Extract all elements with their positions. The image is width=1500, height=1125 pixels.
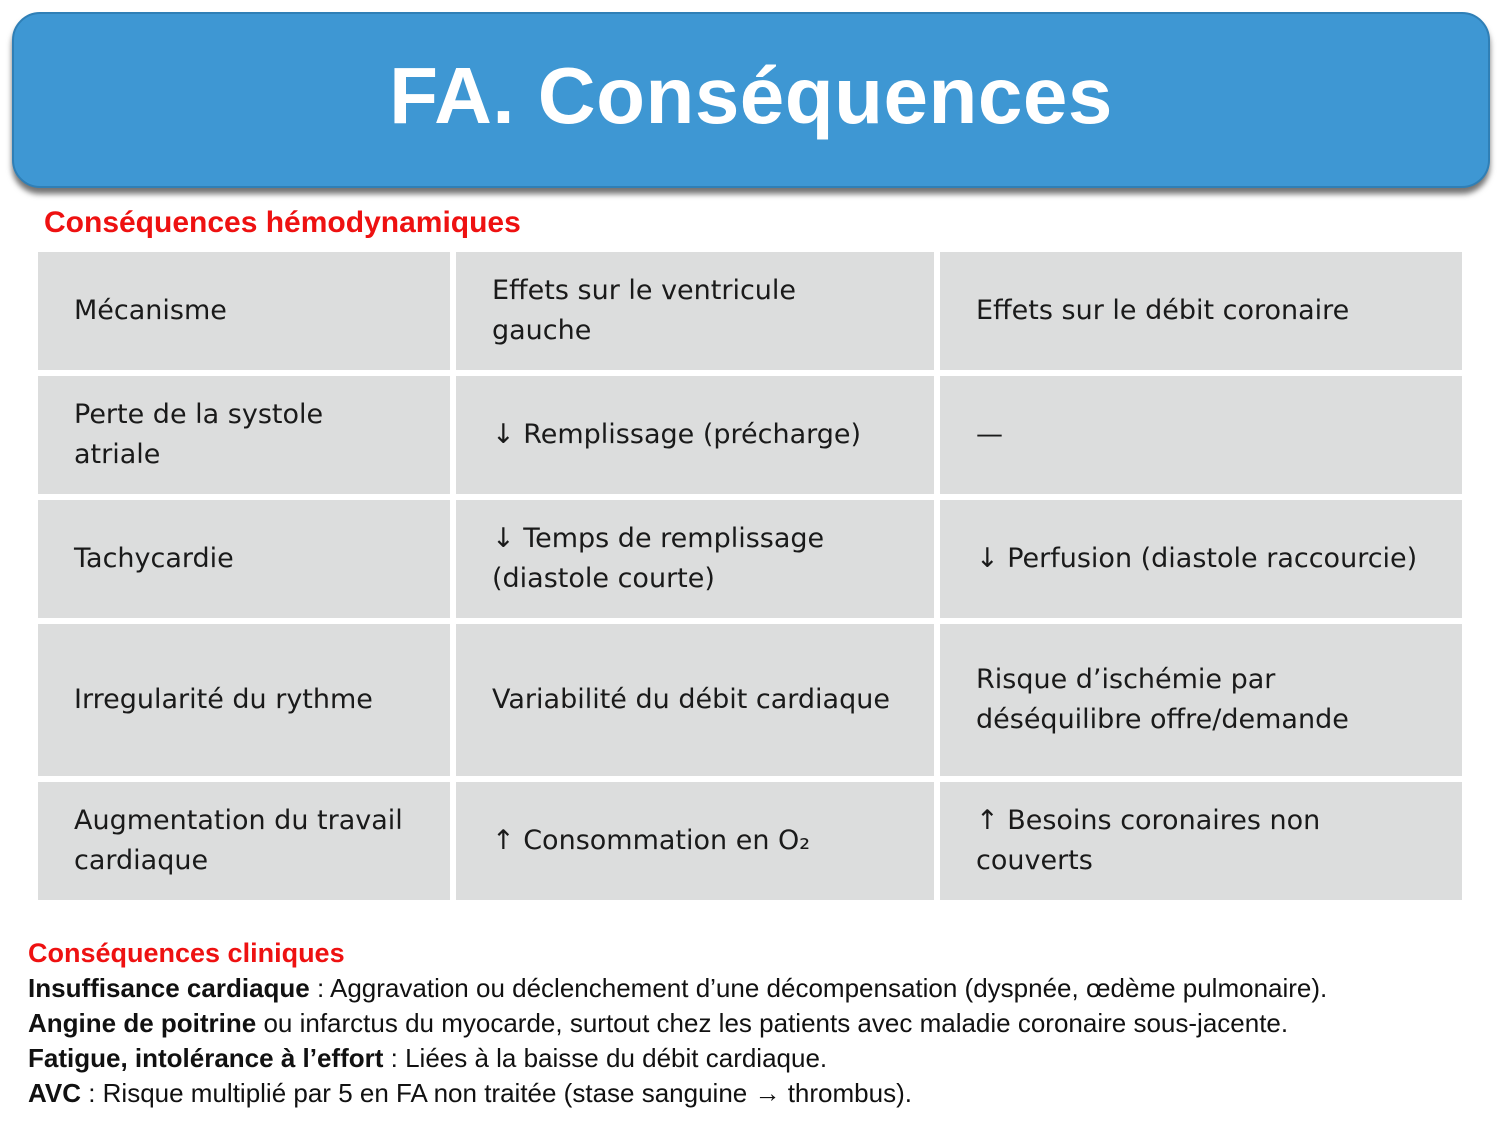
table-row: [38, 500, 1462, 618]
table-cell: —: [940, 376, 1462, 494]
clinical-term: Angine de poitrine: [28, 1008, 257, 1038]
table-cell: Risque d’ischémie par déséquilibre offre/demande: [940, 624, 1462, 776]
table-cell: ↓ Perfusion (diastole raccourcie): [940, 500, 1462, 618]
clinical-item: [28, 971, 1488, 1006]
clinical-text: ou infarctus du myocarde, surtout chez les patients avec maladie coronaire sous-jacente.: [256, 1008, 1289, 1038]
table-cell: Tachycardie: [38, 500, 450, 618]
header-cell-coronary-effects: Effets sur le débit coronaire: [940, 252, 1462, 370]
header-cell-lv-effects: Effets sur le ventricule gauche: [456, 252, 934, 370]
table-cell: Perte de la systole atriale: [38, 376, 450, 494]
table-header-row: [38, 252, 1462, 370]
header-cell-mechanism: Mécanisme: [38, 252, 450, 370]
table-cell: ↓ Temps de remplissage (diastole courte): [456, 500, 934, 618]
table-row: [38, 624, 1462, 776]
clinical-text: : Liées à la baisse du débit cardiaque.: [383, 1043, 828, 1073]
clinical-item: [28, 1076, 1488, 1111]
table-cell: Irregularité du rythme: [38, 624, 450, 776]
hemodynamic-heading: Conséquences hémodynamiques: [44, 206, 521, 239]
title-banner: [12, 12, 1490, 188]
slide-title: FA. Conséquences: [389, 51, 1113, 140]
table-row: [38, 782, 1462, 900]
table-cell: ↑ Besoins coronaires non couverts: [940, 782, 1462, 900]
hemodynamic-table: [32, 246, 1468, 906]
clinical-heading: Conséquences cliniques: [28, 938, 345, 968]
table-row: [38, 376, 1462, 494]
table-cell: Augmentation du travail cardiaque: [38, 782, 450, 900]
clinical-text: : Aggravation ou déclenchement d’une décompensation (dyspnée, œdème pulmonaire).: [309, 973, 1328, 1003]
clinical-item: [28, 1041, 1488, 1076]
table-cell: Variabilité du débit cardiaque: [456, 624, 934, 776]
clinical-term: Fatigue, intolérance à l’effort: [28, 1043, 384, 1073]
table-cell: ↓ Remplissage (précharge): [456, 376, 934, 494]
table-cell: ↑ Consommation en O₂: [456, 782, 934, 900]
clinical-section: [28, 936, 1488, 1111]
clinical-text: : Risque multiplié par 5 en FA non traitée (stase sanguine → thrombus).: [80, 1078, 912, 1108]
clinical-term: Insuffisance cardiaque: [28, 973, 310, 1003]
clinical-term: AVC: [28, 1078, 81, 1108]
clinical-item: [28, 1006, 1488, 1041]
